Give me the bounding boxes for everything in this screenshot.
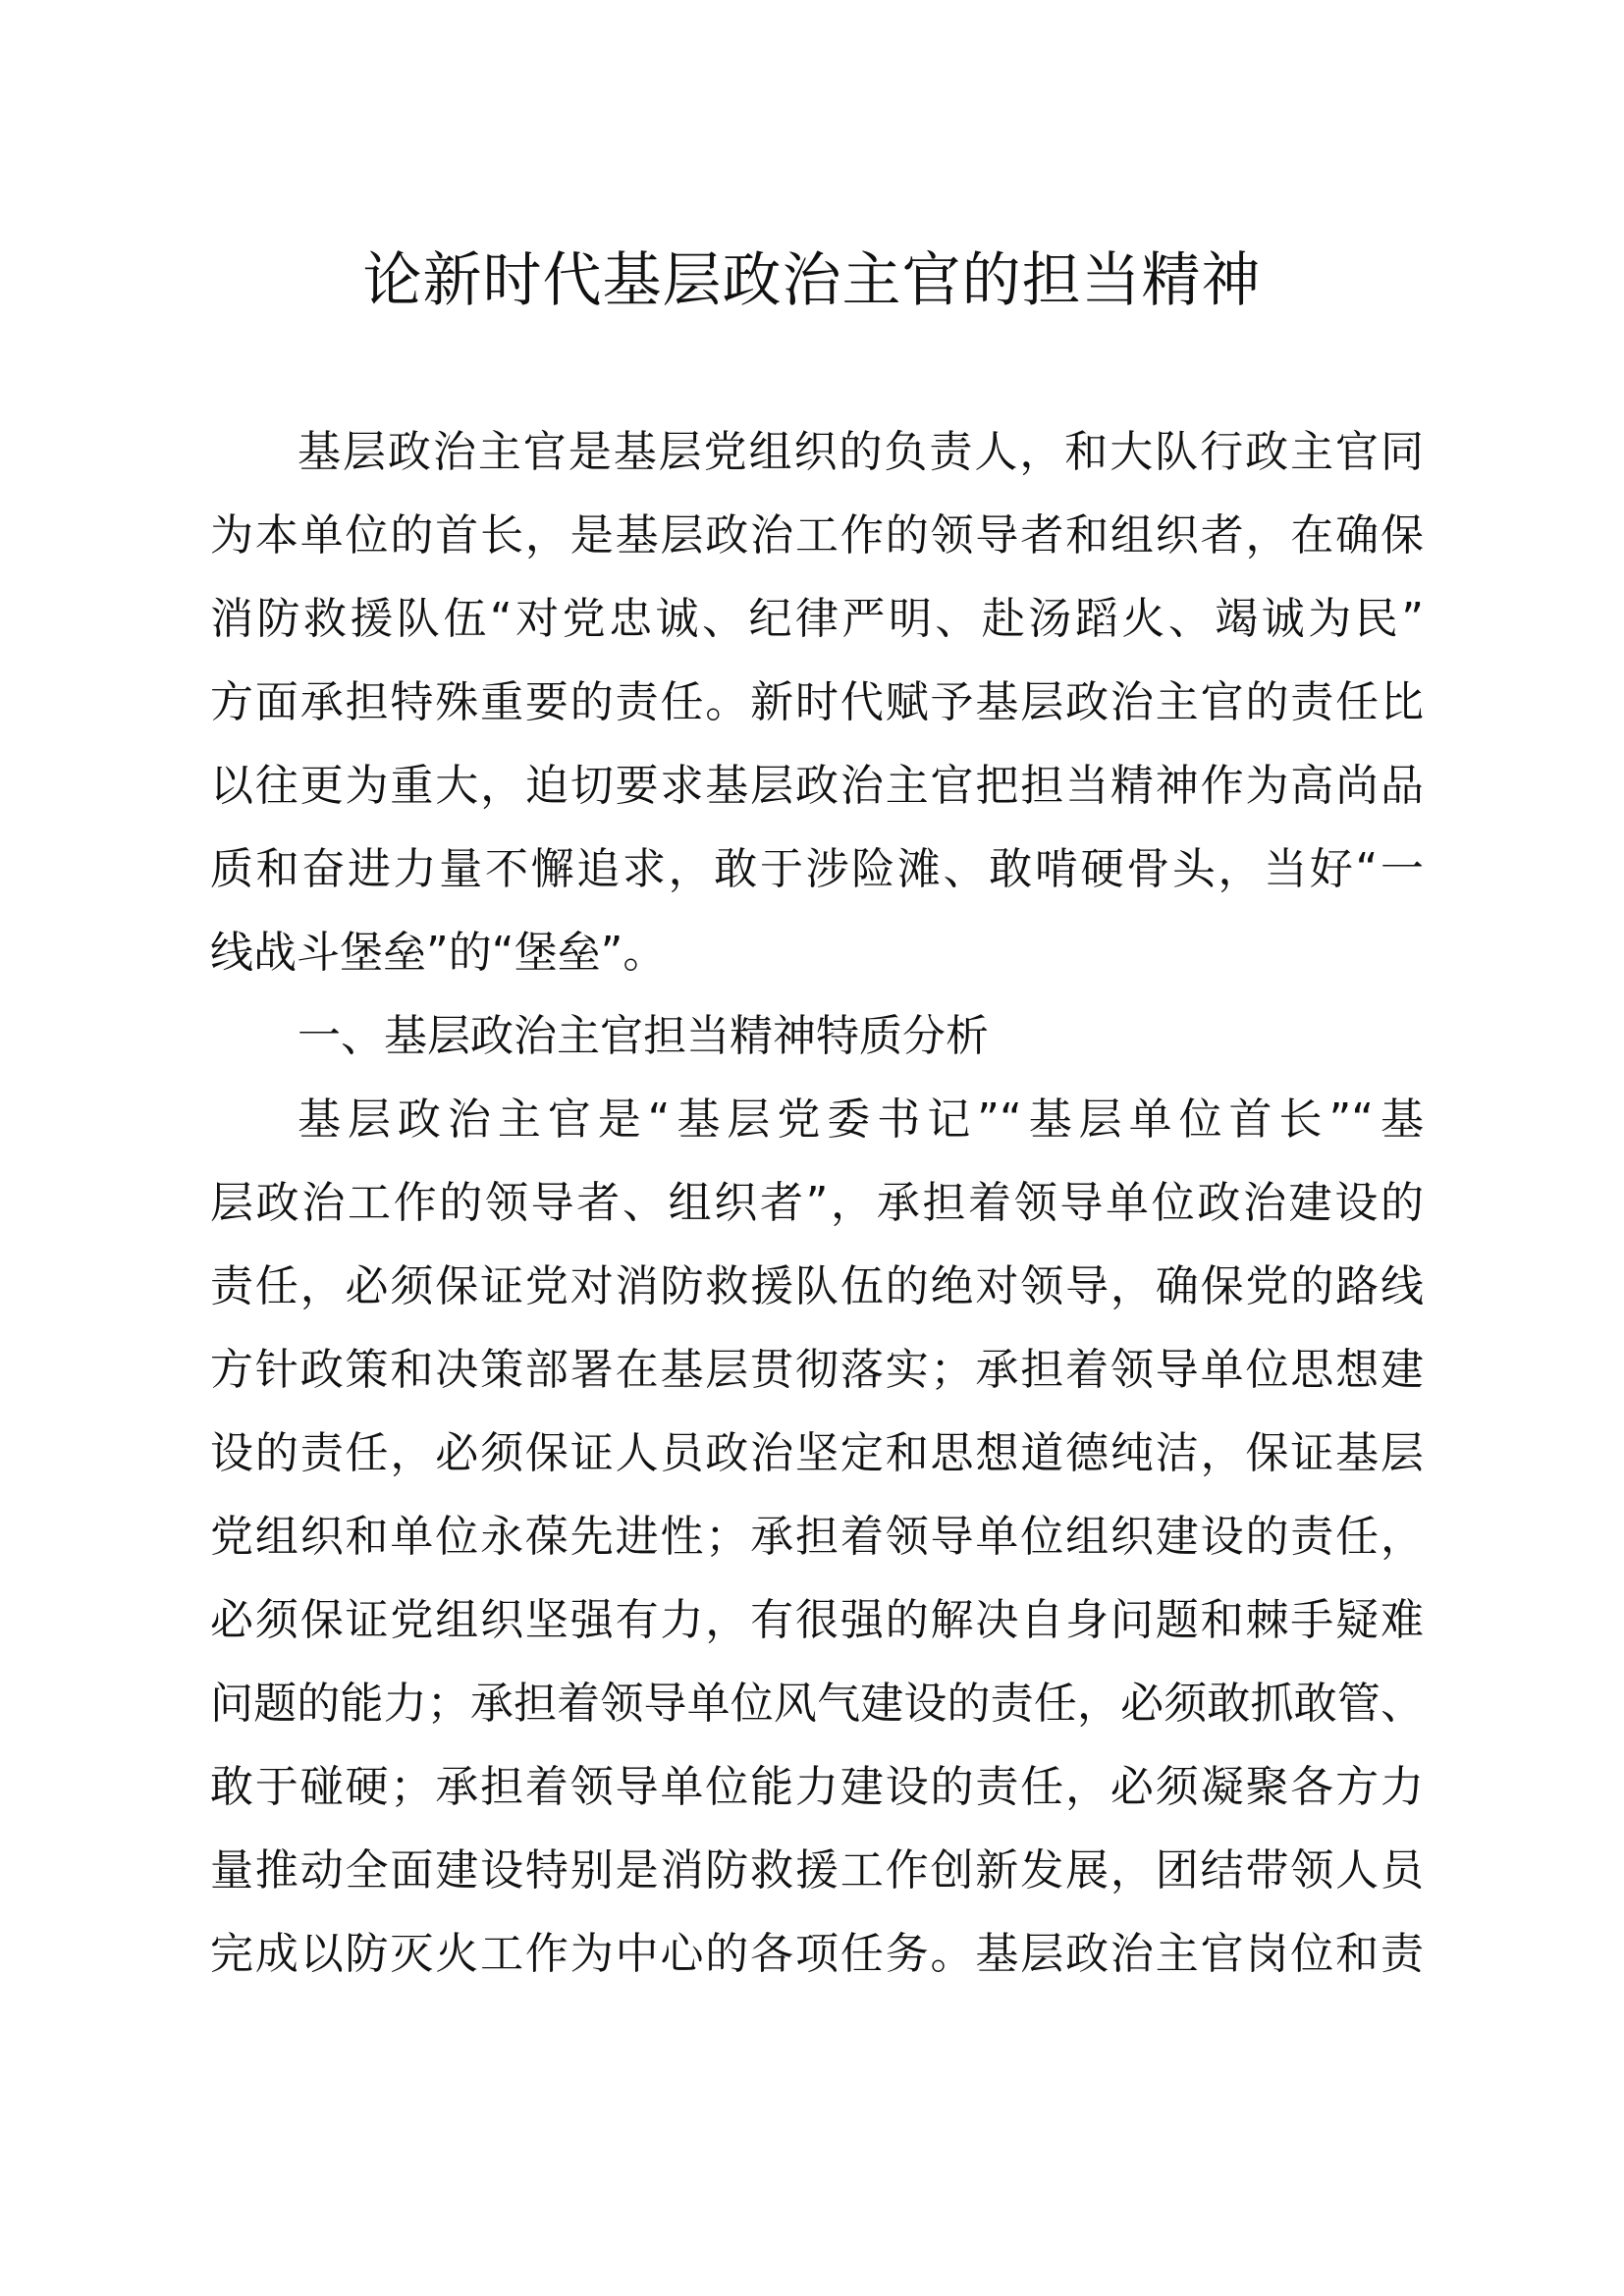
paragraph-line: 质和奋进力量不懈追求，敢于涉险滩、敢啃硬骨头，当好“一 [210,844,1424,894]
document-body [210,410,1424,1996]
paragraph-line: 消防救援队伍“对党忠诚、纪律严明、赴汤蹈火、竭诚为民” [210,594,1424,644]
paragraph-line: 线战斗堡垒”的“堡垒”。 [210,928,667,978]
paragraph-line: 党组织和单位永葆先进性；承担着领导单位组织建设的责任， [210,1512,1424,1562]
paragraph-line: 量推动全面建设特别是消防救援工作创新发展，团结带领人员 [210,1845,1424,1896]
paragraph-line: 以往更为重大，迫切要求基层政治主官把担当精神作为高尚品 [210,761,1424,811]
document-title: 论新时代基层政治主官的担当精神 [362,246,1262,315]
paragraph-line: 责任，必须保证党对消防救援队伍的绝对领导，确保党的路线 [210,1261,1424,1311]
paragraph-line: 方针政策和决策部署在基层贯彻落实；承担着领导单位思想建 [210,1345,1424,1395]
paragraph-line: 完成以防灭火工作为中心的各项任务。基层政治主官岗位和责 [210,1929,1424,1979]
paragraph-line: 基层政治主官是“基层党委书记”“基层单位首长”“基 [298,1095,1424,1145]
section-heading: 一、基层政治主官担当精神特质分析 [298,1011,989,1061]
paragraph-line: 必须保证党组织坚强有力，有很强的解决自身问题和棘手疑难 [210,1595,1424,1645]
paragraph-line: 设的责任，必须保证人员政治坚定和思想道德纯洁，保证基层 [210,1428,1424,1478]
paragraph-line: 问题的能力；承担着领导单位风气建设的责任，必须敢抓敢管、 [210,1679,1424,1729]
paragraph-line: 层政治工作的领导者、组织者”，承担着领导单位政治建设的 [210,1178,1424,1228]
paragraph-line: 方面承担特殊重要的责任。新时代赋予基层政治主官的责任比 [210,677,1424,727]
paragraph-line: 基层政治主官是基层党组织的负责人，和大队行政主官同 [298,427,1424,477]
paragraph-line: 为本单位的首长，是基层政治工作的领导者和组织者，在确保 [210,510,1424,561]
paragraph-line: 敢于碰硬；承担着领导单位能力建设的责任，必须凝聚各方力 [210,1762,1424,1812]
